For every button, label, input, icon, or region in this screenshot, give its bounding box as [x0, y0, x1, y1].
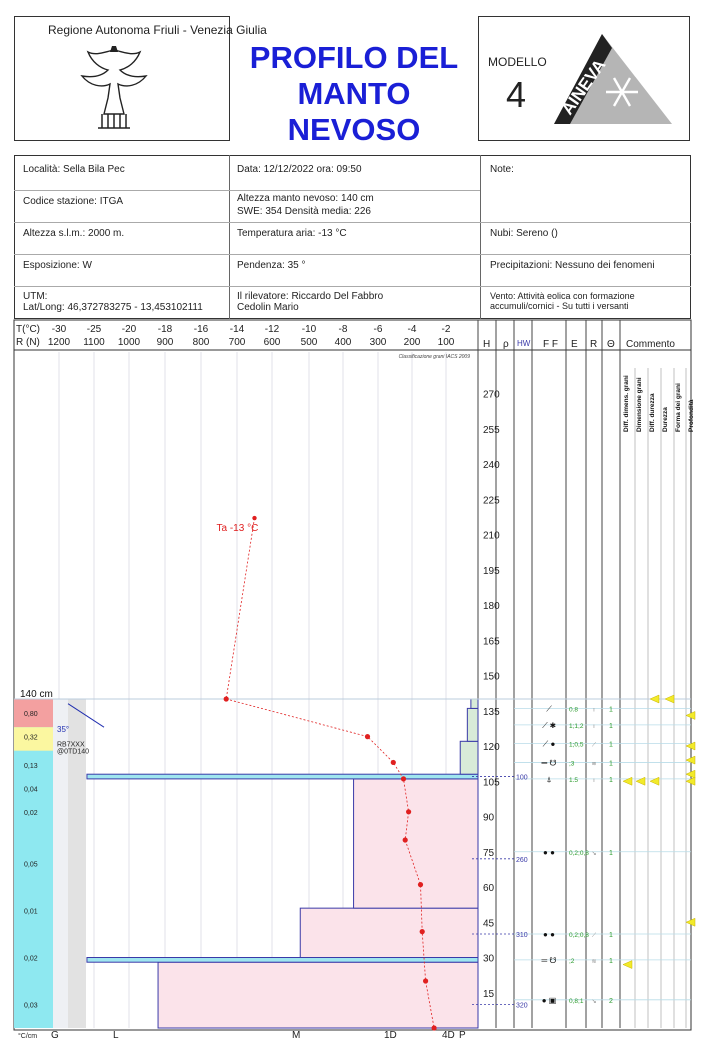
commento-header: Profondità: [688, 399, 695, 432]
hardness-layer: [87, 958, 478, 963]
info-note: Note:: [490, 164, 514, 175]
info-vento-2: accumuli/cornici - Su tutti i versanti: [490, 301, 629, 311]
hardness-symbol: ⟋: [591, 742, 597, 749]
t-tick-label: -16: [193, 324, 209, 335]
info-precipitazioni: Precipitazioni: Nessuno dei fenomeni: [490, 260, 655, 271]
temperature-point: [423, 978, 428, 983]
hardness-symbol: ≋: [591, 958, 597, 965]
commento-header: Diff. dimens. grani: [623, 375, 630, 432]
comment-arrow: [665, 695, 674, 703]
grain-size: ;3: [569, 760, 575, 768]
hardness-symbol: ı: [593, 707, 595, 714]
comment-arrow: [623, 961, 632, 969]
grain-form: ● ●: [543, 847, 555, 857]
page-title-line2: MANTO NEVOSO: [287, 76, 421, 147]
model-number: 4: [506, 74, 527, 115]
hardness-label: M: [292, 1030, 301, 1041]
hardness-symbol: ↘: [591, 850, 597, 857]
t-tick-label: -12: [264, 324, 280, 335]
r-tick-label: 400: [334, 337, 352, 348]
t-tick-label: -10: [301, 324, 317, 335]
temperature-point: [432, 1025, 437, 1030]
comment-arrow: [650, 777, 659, 785]
h-tick-label: 30: [483, 953, 495, 965]
gradient-value: 0,13: [24, 762, 38, 770]
wetness-value: 1: [609, 776, 613, 784]
grain-form: ═ ☋: [541, 955, 557, 965]
grain-form: ● ▣: [541, 995, 557, 1005]
h-tick-label: 135: [483, 706, 500, 718]
gradient-value: 0,05: [24, 861, 38, 869]
grain-size: 1;0,5: [569, 741, 584, 749]
hardness-layer: [471, 699, 478, 708]
t-tick-label: -2: [441, 324, 451, 335]
grain-form: ═ ☋: [541, 758, 557, 768]
col-header-commento: Commento: [626, 339, 675, 350]
comment-arrow: [636, 777, 645, 785]
hardness-layer: [467, 708, 478, 741]
h-tick-label: 150: [483, 671, 500, 683]
info-swe: SWE: 354 Densità media: 226: [237, 206, 371, 217]
wetness-value: 2: [609, 997, 613, 1005]
info-vento-1: Vento: Attività eolica con formazione: [490, 291, 635, 301]
density-value: 310: [516, 932, 528, 939]
r-tick-label: 200: [403, 337, 421, 348]
grain-size: ;2: [569, 957, 575, 965]
grain-form: ⟋ ●: [542, 739, 556, 749]
classification-note: Classificazione grani IACS 2009: [398, 354, 470, 360]
col-header-rho: ρ: [503, 339, 509, 350]
gradient-value: 0,02: [24, 809, 38, 817]
grain-size: 1.5: [569, 776, 579, 784]
r-tick-label: 900: [156, 337, 174, 348]
hardness-symbol: ı: [593, 723, 595, 730]
hardness-symbol: ı: [593, 777, 595, 784]
col-header-e: E: [571, 339, 578, 350]
grain-form: ● ●: [543, 930, 555, 939]
info-esposizione: Esposizione: W: [23, 260, 92, 271]
region-name: Regione Autonoma Friuli - Venezia Giulia: [48, 23, 267, 37]
gradient-unit-label: °C/cm: [18, 1033, 38, 1040]
density-value: 100: [516, 774, 528, 782]
gradient-value: 0,01: [24, 908, 38, 916]
wetness-value: 1: [609, 760, 613, 768]
hardness-layer: [300, 908, 478, 957]
hardness-label: L: [113, 1030, 119, 1041]
h-tick-label: 240: [483, 460, 500, 471]
model-label: MODELLO: [488, 55, 547, 69]
info-pendenza: Pendenza: 35 °: [237, 260, 306, 271]
grain-form: ⍋: [546, 774, 552, 784]
h-tick-label: 45: [483, 918, 495, 930]
commento-header: Diff. durezza: [649, 393, 656, 432]
air-temp-label: Ta -13 °C: [216, 523, 259, 535]
grain-size: 0,8;1: [569, 997, 584, 1005]
h-tick-label: 105: [483, 777, 500, 789]
commento-header: Durezza: [662, 407, 669, 432]
hardness-label: 4D: [442, 1030, 455, 1041]
grain-size: 1;1,2: [569, 722, 584, 730]
hardness-layer: [354, 779, 478, 908]
info-altezza-manto: Altezza manto nevoso: 140 cm: [237, 193, 374, 204]
r-tick-label: 800: [192, 337, 210, 348]
temperature-point: [401, 776, 406, 781]
snow-height-label: 140 cm: [20, 689, 53, 700]
info-latlong: Lat/Long: 46,372783275 - 13,453102111: [23, 302, 203, 313]
temperature-point: [418, 882, 423, 887]
gradient-value: 0,02: [24, 955, 38, 963]
info-codice: Codice stazione: ITGA: [23, 196, 124, 207]
t-tick-label: -14: [229, 324, 245, 335]
h-tick-label: 75: [483, 847, 495, 859]
hardness-label: G: [51, 1030, 59, 1041]
temperature-point: [406, 809, 411, 814]
r-tick-label: 600: [263, 337, 281, 348]
wetness-value: 1: [609, 932, 613, 939]
info-data: Data: 12/12/2022 ora: 09:50: [237, 164, 362, 175]
t-axis-label: T(°C): [16, 324, 40, 335]
wetness-value: 1: [609, 849, 613, 857]
hardness-layer: [460, 741, 478, 774]
h-tick-label: 255: [483, 424, 500, 436]
col-header-r: R: [590, 339, 598, 350]
comment-arrow: [623, 777, 632, 785]
t-tick-label: -4: [407, 324, 417, 335]
grain-size: 0,2;0,8: [569, 849, 589, 857]
r-tick-label: 100: [437, 337, 455, 348]
info-temperatura: Temperatura aria: -13 °C: [237, 228, 347, 239]
temperature-point: [391, 760, 396, 765]
gradient-value: 0,03: [24, 1002, 38, 1010]
info-rilevatore-2: Cedolin Mario: [237, 302, 299, 313]
r-tick-label: 1000: [117, 337, 141, 348]
gradient-value: 0,80: [24, 711, 38, 719]
commento-header: Dimensione grani: [636, 377, 643, 432]
hardness-label: 1D: [384, 1030, 397, 1041]
rb-label-2: @0TD140: [57, 748, 90, 756]
info-localita: Località: Sella Bila Pec: [23, 164, 125, 175]
h-tick-label: 90: [483, 812, 495, 824]
hardness-symbol: ↘: [591, 998, 597, 1005]
t-tick-label: -8: [338, 324, 348, 335]
t-tick-label: -25: [86, 324, 102, 335]
t-tick-label: -6: [373, 324, 383, 335]
r-axis-label: R (N): [16, 337, 40, 348]
comment-arrow: [650, 695, 659, 703]
density-value: 320: [516, 1002, 528, 1010]
h-tick-label: 180: [483, 601, 500, 612]
h-tick-label: 225: [483, 495, 500, 507]
gradient-value: 0,04: [24, 786, 38, 794]
info-altezza-slm: Altezza s.l.m.: 2000 m.: [23, 228, 125, 239]
wetness-value: 1: [609, 741, 613, 749]
hardness-layer: [87, 774, 478, 779]
grain-form: ⟋: [546, 704, 552, 714]
t-tick-label: -20: [121, 324, 137, 335]
wetness-value: 1: [609, 722, 613, 730]
grain-size: 0,2;0,8: [569, 932, 589, 939]
info-utm: UTM:: [23, 291, 48, 302]
hardness-symbol: ≋: [591, 761, 597, 768]
air-temp-connector: [226, 518, 254, 699]
info-rilevatore-1: Il rilevatore: Riccardo Del Fabbro: [237, 291, 384, 302]
col-header-theta: Θ: [607, 339, 615, 350]
density-value: 260: [516, 856, 528, 864]
info-nubi: Nubi: Sereno (): [490, 228, 558, 239]
temperature-point: [365, 734, 370, 739]
logo-text: AINEVA: [557, 55, 610, 119]
gradient-value: 0,32: [24, 734, 38, 742]
hardness-label: P: [459, 1030, 466, 1041]
temperature-point: [224, 696, 229, 701]
slope-label: 35°: [57, 725, 70, 735]
temperature-point: [403, 837, 408, 842]
h-tick-label: 270: [483, 389, 500, 401]
h-tick-label: 15: [483, 988, 495, 1000]
hardness-layer: [158, 962, 478, 1028]
commento-header: Forma dei grani: [675, 383, 682, 432]
page-title-line1: PROFILO DEL: [249, 40, 459, 75]
wetness-value: 1: [609, 957, 613, 965]
r-tick-label: 1200: [47, 337, 71, 348]
col-header-ff: F F: [543, 339, 558, 350]
hardness-symbol: ⟋: [591, 933, 597, 939]
temperature-point: [420, 929, 425, 934]
col-header-hw: HW: [517, 339, 531, 348]
wetness-value: 1: [609, 706, 613, 714]
t-tick-label: -30: [51, 324, 67, 335]
h-tick-label: 165: [483, 636, 500, 648]
col-header-h: H: [483, 339, 491, 350]
h-tick-label: 120: [483, 742, 500, 753]
r-tick-label: 1100: [83, 337, 105, 348]
t-tick-label: -18: [157, 324, 173, 335]
h-tick-label: 195: [483, 565, 500, 577]
grain-size: 0.8: [569, 706, 579, 714]
rb-label-1: RB7XXX: [57, 741, 85, 749]
h-tick-label: 60: [483, 883, 495, 894]
grain-form: ⟋ ✱: [542, 720, 556, 730]
h-tick-label: 210: [483, 530, 500, 542]
r-tick-label: 700: [228, 337, 246, 348]
r-tick-label: 300: [369, 337, 387, 348]
r-tick-label: 500: [300, 337, 318, 348]
